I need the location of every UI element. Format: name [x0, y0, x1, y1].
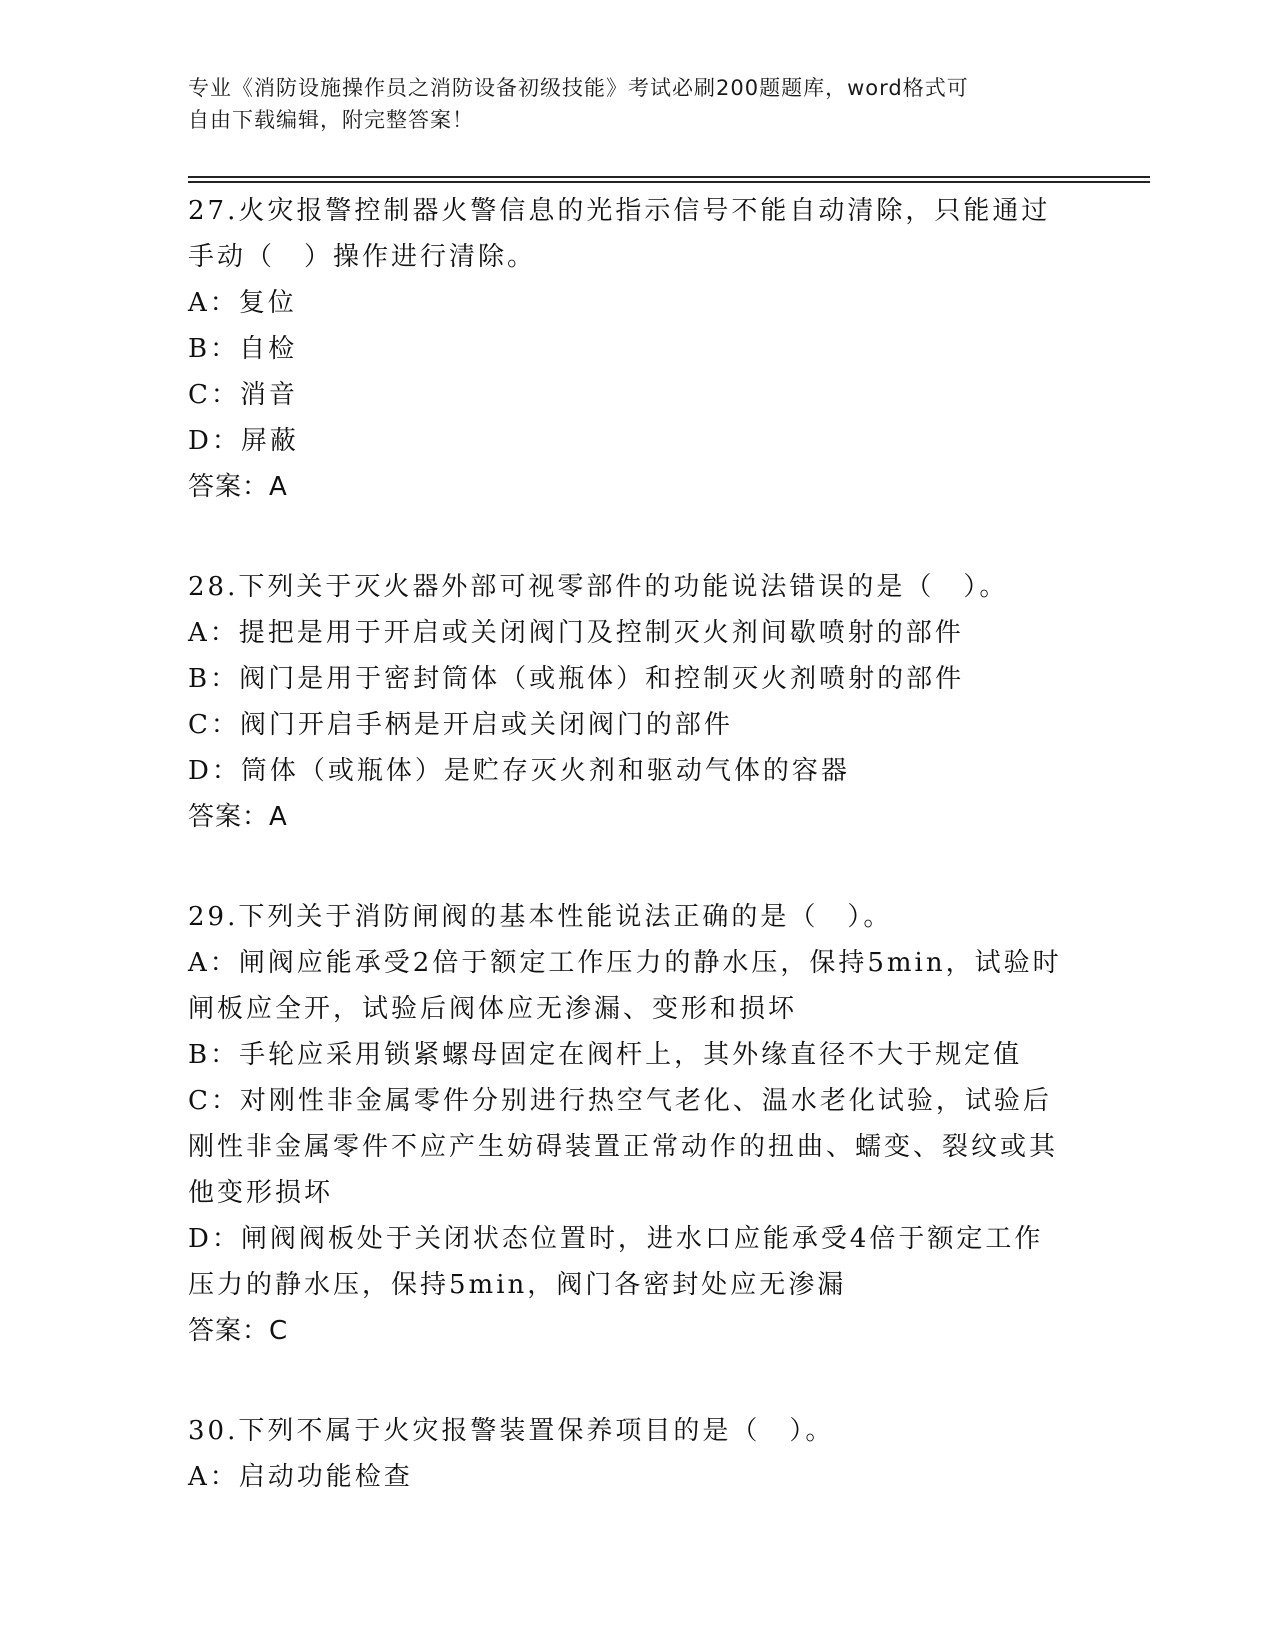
- question-27: [188, 188, 1068, 510]
- option-c: C：阀门开启手柄是开启或关闭阀门的部件: [188, 710, 733, 740]
- question-29: [188, 894, 1068, 1354]
- option-d: D：屏蔽: [188, 426, 299, 456]
- question-text: 29.下列关于消防闸阀的基本性能说法正确的是（ ）。: [188, 902, 893, 932]
- document-header: 专业《消防设施操作员之消防设备初级技能》考试必刷200题题库，word格式可 自由下载编辑，附完整答案！: [188, 76, 969, 132]
- answer-line: 答案：A: [188, 472, 288, 502]
- question-text: 30.下列不属于火灾报警装置保养项目的是（ ）。: [188, 1416, 835, 1446]
- question-28: [188, 564, 1068, 840]
- header-divider-top: [188, 176, 1150, 178]
- option-d: D：闸阀阀板处于关闭状态位置时，进水口应能承受4倍于额定工作压力的静水压，保持5min，阀门各密封处应无渗漏: [188, 1224, 1044, 1300]
- question-list: [188, 188, 1068, 1554]
- option-b: B：阀门是用于密封筒体（或瓶体）和控制灭火剂喷射的部件: [188, 664, 965, 694]
- option-a: A：闸阀应能承受2倍于额定工作压力的静水压，保持5min，试验时闸板应全开，试验后阀体应无渗漏、变形和损坏: [188, 948, 1062, 1024]
- option-d: D：筒体（或瓶体）是贮存灭火剂和驱动气体的容器: [188, 756, 850, 786]
- option-a: A：复位: [188, 288, 297, 318]
- answer-line: 答案：A: [188, 802, 288, 832]
- option-c: C：对刚性非金属零件分别进行热空气老化、温水老化试验，试验后刚性非金属零件不应产生妨碍装置正常动作的扭曲、蠕变、裂纹或其他变形损坏: [188, 1086, 1059, 1208]
- question-30: [188, 1408, 1068, 1500]
- option-b: B：手轮应采用锁紧螺母固定在阀杆上，其外缘直径不大于规定值: [188, 1040, 1023, 1070]
- header-divider-bottom: [188, 181, 1150, 183]
- option-a: A：提把是用于开启或关闭阀门及控制灭火剂间歇喷射的部件: [188, 618, 964, 648]
- option-b: B：自检: [188, 334, 298, 364]
- option-c: C：消音: [188, 380, 298, 410]
- question-text: 28.下列关于灭火器外部可视零部件的功能说法错误的是（ ）。: [188, 572, 1009, 602]
- answer-line: 答案：C: [188, 1316, 289, 1346]
- option-a: A：启动功能检查: [188, 1462, 413, 1492]
- question-text: 27.火灾报警控制器火警信息的光指示信号不能自动清除，只能通过手动（ ）操作进行清除。: [188, 196, 1051, 272]
